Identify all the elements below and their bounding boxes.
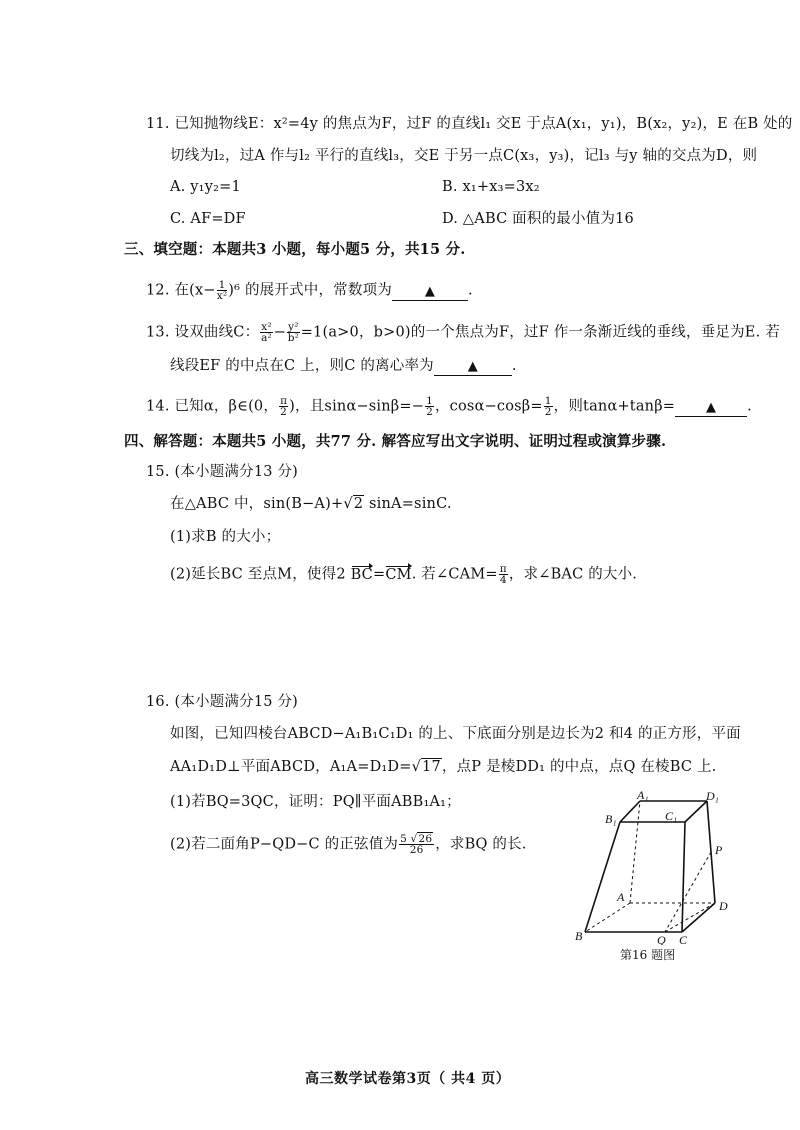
label-q: Q: [657, 933, 666, 945]
label-c1: C₁: [665, 809, 678, 823]
q14-fraction-half-2: $\frac{1}{2}$: [544, 395, 552, 418]
q16-sqrt-17: 17: [422, 759, 441, 775]
q11-line1: 11. 已知抛物线E：x²=4y 的焦点为F，过F 的直线l₁ 交E 于点A(x₁，y₁)，B(x₂，y₂)，E 在B 处的: [146, 116, 793, 132]
q11-option-d: D. △ABC 面积的最小值为16: [442, 211, 634, 227]
q14-fraction-half-1: $\frac{1}{2}$: [426, 395, 433, 418]
q13-fraction-y: $\frac{\text{y²}}{\text{b²}}$: [287, 321, 300, 344]
label-b1: B₁: [605, 812, 617, 826]
q11-option-a: A. y₁y₂=1: [170, 179, 241, 195]
q12: 12. 在(x− $\frac{1}{\text{x²}}$ )⁶ 的展开式中，常数项为 ▲ .: [146, 279, 473, 302]
label-a1: A₁: [637, 790, 649, 802]
q11-option-c: C. AF=DF: [170, 211, 246, 227]
figure-caption: 第16 题图: [620, 948, 676, 962]
section4-heading: 四、解答题：本题共5 小题，共77 分. 解答应写出文字说明、证明过程或演算步骤.: [124, 433, 667, 450]
q15-sqrt-2: 2: [353, 496, 364, 512]
answer-triangle-icon: ▲: [706, 399, 717, 415]
label-d: D: [719, 899, 728, 913]
q15-part2: (2)延长BC 至点M，使得2 BC=CM. 若∠CAM= $\frac{\pi}{4}$ ，求∠BAC 的大小.: [170, 563, 638, 586]
q14-fraction-pi: $\frac{\pi}{2}$: [280, 395, 288, 418]
edge-b1-a1: [620, 801, 640, 822]
edge-b-b1: [585, 822, 620, 932]
label-b: B: [575, 929, 583, 943]
frustum-figure: [575, 790, 755, 945]
q15-fraction-pi-4: $\frac{\pi}{4}$: [499, 563, 507, 586]
q12-fraction: $\frac{1}{\text{x²}}$: [216, 279, 228, 302]
edge-c-c1: [682, 822, 685, 932]
label-p: P: [715, 843, 723, 857]
q16-part1: (1)若BQ=3QC，证明：PQ∥平面ABB₁A₁；: [170, 794, 461, 810]
q12-answer-blank: [392, 283, 468, 301]
q13-fraction-x: $\frac{\text{x²}}{\text{a²}}$: [261, 321, 272, 344]
q16-line2: AA₁D₁D⊥平面ABCD，A₁A=D₁D=√17，点P 是棱DD₁ 的中点，点Q 在棱BC 上.: [170, 759, 717, 775]
edge-c1-d1: [685, 801, 707, 822]
hidden-segment-q-d: [665, 903, 715, 932]
q14-answer-blank: [675, 399, 747, 417]
hidden-segment-p-q: [665, 852, 711, 932]
page-footer: 高三数学试卷第3页（ 共4 页）: [305, 1071, 511, 1087]
q11-line2: 切线为l₂，过A 作与l₂ 平行的直线l₃，交E 于另一点C(x₃，y₃)，记l₃ 与y 轴的交点为D，则: [170, 148, 758, 164]
q13-answer-blank: [434, 358, 512, 376]
edge-c-d: [682, 903, 715, 932]
q15-title: 15. (本小题满分13 分): [146, 464, 299, 480]
vector-cm: CM: [385, 566, 412, 583]
q15-stem: 在△ABC 中，sin(B−A)+√2 sinA=sinC.: [170, 496, 452, 512]
label-c: C: [679, 933, 688, 945]
q16-line1: 如图，已知四棱台ABCD−A₁B₁C₁D₁ 的上、下底面分别是边长为2 和4 的正方形，平面: [170, 726, 741, 742]
q16-part2: (2)若二面角P−QD−C 的正弦值为 $\frac{5 √26}{26}$ ，求BQ 的长.: [170, 833, 527, 856]
hidden-edge-a-a1: [630, 801, 640, 903]
q14: 14. 已知α，β∈(0， $\frac{\pi}{2}$ )，且sinα−sinβ=− $\frac{1}{2}$ ，cosα−cosβ= $\frac{1}{2}$ ，则tanα+tanβ= ▲ .: [146, 395, 752, 418]
section3-heading: 三、填空题：本题共3 小题，每小题5 分，共15 分.: [124, 241, 466, 258]
q16-fraction: $\frac{5 √26}{26}$: [400, 833, 433, 856]
label-d1: D₁: [706, 790, 719, 803]
q15-part1: (1)求B 的大小；: [170, 529, 281, 545]
q13-line2: 线段EF 的中点在C 上，则C 的离心率为 ▲ .: [170, 358, 517, 374]
vector-bc: BC: [350, 566, 373, 583]
q13-line1: 13. 设双曲线C： $\frac{\text{x²}}{\text{a²}}$ − $\frac{\text{y²}}{\text{b²}}$ =1(a>0，b>0)的一个焦点为F，过F 作一条渐近线的垂线，垂足为E. 若: [146, 321, 780, 344]
q16-title: 16. (本小题满分15 分): [146, 694, 299, 710]
answer-triangle-icon: ▲: [424, 283, 436, 299]
q11-option-b: B. x₁+x₃=3x₂: [442, 179, 540, 195]
answer-triangle-icon: ▲: [467, 359, 478, 374]
hidden-edge-a-b: [585, 903, 630, 932]
label-a: A: [617, 890, 625, 904]
